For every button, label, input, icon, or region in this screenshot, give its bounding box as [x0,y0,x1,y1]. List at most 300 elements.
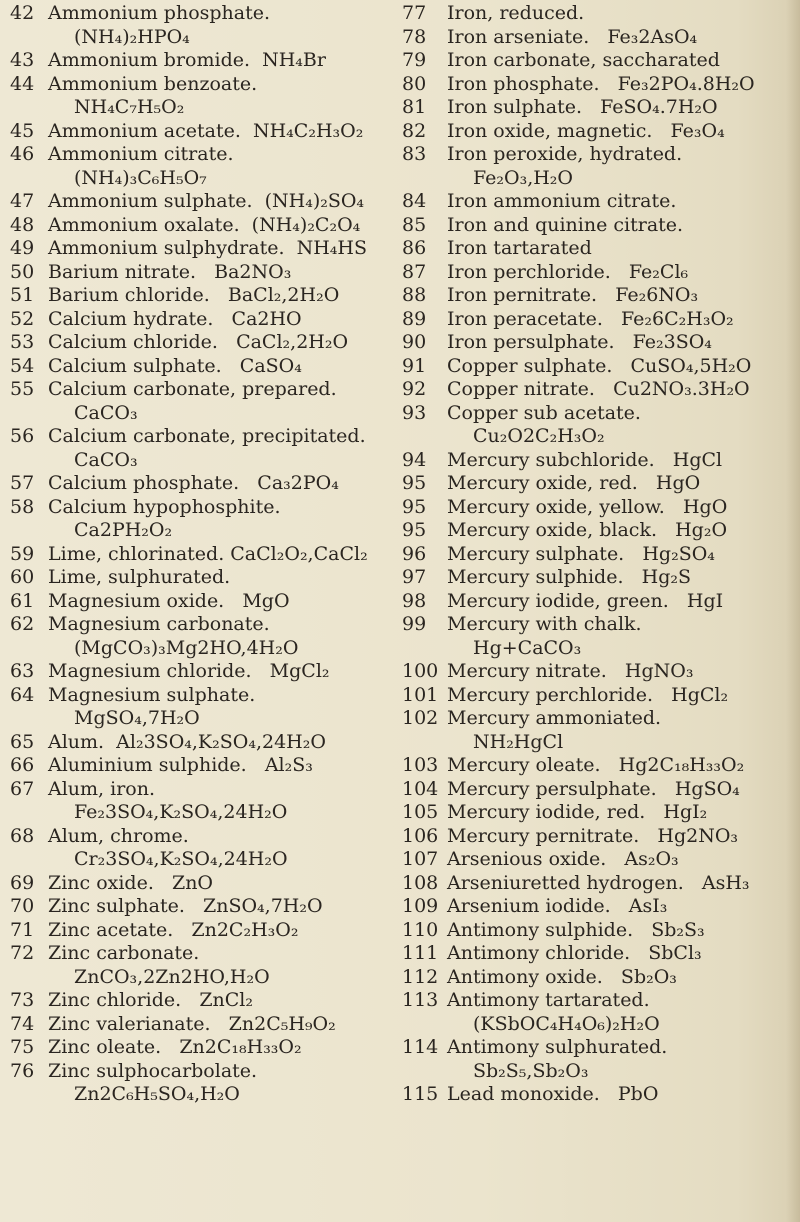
entry-number: 55 [10,378,35,400]
list-item [10,613,395,660]
list-item [10,543,395,567]
entry-text: Calcium carbonate, prepared. [48,378,337,400]
entry-number: 43 [10,49,35,71]
entry-formula: NH₂HgCl [473,730,564,753]
entry-number: 95 [402,495,427,518]
entry-row [402,613,787,637]
entry-text: Iron arseniate. Fe₃2AsO₄ [447,25,698,48]
entry-row [10,355,395,379]
entry-number: 62 [10,613,35,635]
entry-row [402,543,787,567]
entry-text: Aluminium sulphide. Al₂S₃ [48,754,313,776]
entry-text: Iron ammonium citrate. [447,190,677,212]
entry-text: Zinc valerianate. Zn2C₅H₉O₂ [48,1012,336,1035]
entry-row [402,355,787,379]
entry-number: 89 [402,307,427,330]
list-item [402,613,787,660]
entry-row [402,966,787,990]
entry-number: 68 [10,824,35,847]
entry-text: Iron peroxide, hydrated. [447,143,683,165]
entry-row [10,261,395,285]
entry-formula: Fe₂O₃,H₂O [473,166,574,189]
list-item [10,660,395,684]
entry-text: Iron pernitrate. Fe₂6NO₃ [447,284,699,306]
entry-text: Magnesium sulphate. [48,683,256,706]
entry-number: 71 [10,918,35,941]
entry-row [402,848,787,872]
list-item [402,96,787,120]
entry-row [402,402,787,426]
list-item [402,190,787,214]
list-item [10,731,395,755]
entry-number: 61 [10,589,35,612]
entry-row [402,190,787,214]
entry-row [10,872,395,896]
entry-text: Antimony tartarated. [447,989,650,1011]
list-item [402,214,787,238]
entry-number: 51 [10,284,35,306]
list-item [402,754,787,778]
entry-row [10,378,395,402]
list-item [402,472,787,496]
entry-text: Antimony sulphurated. [447,1036,668,1058]
entry-text: Mercury sulphate. Hg₂SO₄ [447,542,715,565]
entry-formula: (NH₄)₂HPO₄ [74,25,190,48]
list-item [10,778,395,825]
entry-text: Barium nitrate. Ba2NO₃ [48,260,292,283]
list-item [402,966,787,990]
entry-row [402,472,787,496]
entry-formula: Zn2C₆H₅SO₄,H₂O [74,1083,240,1105]
entry-text: Copper nitrate. Cu2NO₃.3H₂O [447,378,750,400]
entry-number: 50 [10,260,35,283]
entry-number: 101 [402,683,439,706]
entry-row [10,2,395,26]
list-item [10,496,395,543]
entry-text: Antimony sulphide. Sb₂S₃ [447,918,705,941]
list-item [402,942,787,966]
entry-number: 105 [402,801,439,823]
entry-number: 95 [402,472,427,494]
entry-text: Magnesium chloride. MgCl₂ [48,660,330,682]
entry-row [10,613,395,637]
list-item [402,590,787,614]
entry-number: 77 [402,2,427,24]
list-item [402,261,787,285]
entry-row [10,754,395,778]
entry-row [402,237,787,261]
entry-row [10,895,395,919]
entry-text: Iron perchloride. Fe₂Cl₆ [447,260,689,283]
list-item [402,2,787,26]
list-item [10,919,395,943]
entry-text: Calcium hydrate. Ca2HO [48,307,302,330]
entry-text: Barium chloride. BaCl₂,2H₂O [48,284,340,306]
entry-text: Mercury nitrate. HgNO₃ [447,660,694,682]
list-item [10,120,395,144]
entry-text: Mercury persulphate. HgSO₄ [447,777,740,800]
list-item [10,1036,395,1060]
entry-row [10,778,395,802]
entry-row [402,49,787,73]
list-item [402,402,787,449]
entry-row [402,143,787,167]
list-item [10,825,395,872]
list-item [10,190,395,214]
entry-number: 49 [10,237,35,259]
entry-row [10,919,395,943]
entry-formula: ZnCO₃,2Zn2HO,H₂O [74,965,270,988]
list-item [402,778,787,802]
entry-number: 70 [10,895,35,917]
list-item [10,355,395,379]
entry-row [402,214,787,238]
entry-formula: Ca2PH₂O₂ [74,519,173,541]
entry-row [402,566,787,590]
entry-number: 99 [402,613,427,635]
list-item [10,872,395,896]
entry-text: Lead monoxide. PbO [447,1083,659,1105]
list-item [402,989,787,1036]
entry-row [402,331,787,355]
list-item [402,49,787,73]
list-item [402,825,787,849]
entry-row [10,1060,395,1084]
entry-number: 42 [10,2,35,24]
entry-text: Calcium chloride. CaCl₂,2H₂O [48,331,349,353]
entry-row [10,989,395,1013]
list-item [10,284,395,308]
entry-number: 93 [402,401,427,424]
list-item [402,355,787,379]
entry-number: 63 [10,660,35,682]
list-item [402,848,787,872]
entry-row [10,496,395,520]
entry-text: Zinc chloride. ZnCl₂ [48,989,253,1011]
entry-number: 100 [402,660,439,682]
list-item [402,919,787,943]
entry-row [402,284,787,308]
entry-number: 48 [10,213,35,236]
entry-number: 69 [10,871,35,894]
entry-number: 86 [402,237,427,259]
entry-number: 82 [402,119,427,142]
entry-text: Iron carbonate, saccharated [447,49,720,71]
entry-number: 104 [402,777,439,800]
entry-row [402,660,787,684]
list-item [10,942,395,989]
entry-number: 108 [402,871,439,894]
entry-text: Iron persulphate. Fe₂3SO₄ [447,331,712,353]
entry-row [402,801,787,825]
entry-number: 54 [10,354,35,377]
entry-text: Iron peracetate. Fe₂6C₂H₃O₂ [447,307,734,330]
entry-formula: Cr₂3SO₄,K₂SO₄,24H₂O [74,848,288,870]
entry-number: 56 [10,425,35,447]
list-item [402,660,787,684]
entry-text: Arseniuretted hydrogen. AsH₃ [447,871,750,894]
entry-number: 72 [10,942,35,964]
list-item [402,496,787,520]
left-column [10,0,395,1107]
list-item [10,378,395,425]
entry-number: 65 [10,730,35,753]
entry-row [10,684,395,708]
entry-number: 98 [402,589,427,612]
entry-text: Zinc sulphate. ZnSO₄,7H₂O [48,895,323,917]
entry-row [402,825,787,849]
entry-row [10,590,395,614]
entry-row [402,778,787,802]
list-item [402,284,787,308]
list-item [10,331,395,355]
entry-row [402,26,787,50]
entry-number: 88 [402,284,427,306]
entry-row [402,684,787,708]
entry-text: Mercury oxide, red. HgO [447,472,701,494]
entry-number: 95 [402,519,427,541]
entry-number: 81 [402,96,427,118]
entry-row [402,378,787,402]
list-item [10,143,395,190]
entry-number: 114 [402,1036,439,1058]
entry-formula: Cu₂O2C₂H₃O₂ [473,425,605,447]
entry-text: Calcium carbonate, precipitated. [48,425,366,447]
entry-row [402,754,787,778]
entry-row [10,1036,395,1060]
entry-text: Copper sulphate. CuSO₄,5H₂O [447,354,752,377]
entry-text: Mercury subchloride. HgCl [447,448,723,471]
entry-number: 107 [402,848,439,870]
entry-text: Antimony chloride. SbCl₃ [447,942,702,964]
entry-text: Ammonium benzoate. [48,72,258,95]
entry-formula: CaCO₃ [74,401,138,424]
entry-number: 115 [402,1083,439,1105]
list-item [402,308,787,332]
entry-number: 91 [402,354,427,377]
entry-row [402,261,787,285]
entry-row [10,214,395,238]
entry-text: Zinc carbonate. [48,942,200,964]
entry-text: Mercury ammoniated. [447,707,662,729]
entry-row [10,331,395,355]
entry-number: 79 [402,49,427,71]
entry-text: Mercury oleate. Hg2C₁₈H₃₃O₂ [447,754,745,776]
entry-formula: CaCO₃ [74,448,138,471]
entry-text: Alum, chrome. [48,824,189,847]
entry-number: 111 [402,942,439,964]
list-item [402,801,787,825]
list-item [10,237,395,261]
entry-row [10,237,395,261]
entry-row [402,496,787,520]
entry-text: Mercury oxide, yellow. HgO [447,495,728,518]
page-edge-shadow [786,0,800,1222]
entry-number: 109 [402,895,439,917]
entry-text: Zinc sulphocarbolate. [48,1059,258,1082]
entry-row [402,590,787,614]
entry-text: Iron sulphate. FeSO₄.7H₂O [447,96,718,118]
list-item [402,26,787,50]
entry-number: 92 [402,378,427,400]
entry-number: 83 [402,143,427,165]
entry-number: 64 [10,683,35,706]
entry-row [402,2,787,26]
entry-number: 97 [402,566,427,588]
entry-text: Iron phosphate. Fe₃2PO₄.8H₂O [447,72,755,95]
list-item [10,472,395,496]
entry-row [402,989,787,1013]
entry-number: 46 [10,143,35,165]
entry-text: Zinc acetate. Zn2C₂H₃O₂ [48,918,299,941]
entry-row [10,120,395,144]
entry-text: Arsenious oxide. As₂O₃ [447,848,679,870]
list-item [10,566,395,590]
entry-row [402,449,787,473]
entry-number: 59 [10,542,35,565]
entry-row [402,895,787,919]
entry-text: Antimony oxide. Sb₂O₃ [447,965,677,988]
entry-row [10,942,395,966]
entry-row [10,543,395,567]
entry-number: 58 [10,495,35,518]
entry-number: 84 [402,190,427,212]
entry-number: 75 [10,1036,35,1058]
entry-row [402,707,787,731]
list-item [402,237,787,261]
entry-text: Calcium hypophosphite. [48,495,281,518]
entry-number: 78 [402,25,427,48]
entry-text: Zinc oxide. ZnO [48,871,214,894]
entry-number: 80 [402,72,427,95]
entry-row [402,120,787,144]
entry-text: Calcium phosphate. Ca₃2PO₄ [48,472,339,494]
entry-number: 57 [10,472,35,494]
list-item [402,566,787,590]
entry-number: 85 [402,213,427,236]
list-item [10,754,395,778]
entry-formula: Hg+CaCO₃ [473,636,582,659]
entry-number: 52 [10,307,35,330]
list-item [402,707,787,754]
entry-row [10,660,395,684]
entry-text: Mercury iodide, red. HgI₂ [447,801,708,823]
entry-text: Mercury iodide, green. HgI [447,589,724,612]
entry-row [10,425,395,449]
entry-number: 74 [10,1012,35,1035]
list-item [10,49,395,73]
entry-number: 96 [402,542,427,565]
entry-text: Mercury oxide, black. Hg₂O [447,519,728,541]
entry-formula: (NH₄)₃C₆H₅O₇ [74,166,207,189]
entry-text: Ammonium sulphate. (NH₄)₂SO₄ [48,190,365,212]
entry-number: 103 [402,754,439,776]
entry-row [10,566,395,590]
entry-text: Magnesium oxide. MgO [48,589,290,612]
entry-text: Mercury pernitrate. Hg2NO₃ [447,824,739,847]
entry-formula: NH₄C₇H₅O₂ [74,96,185,118]
entry-number: 110 [402,918,439,941]
entry-text: Zinc oleate. Zn2C₁₈H₃₃O₂ [48,1036,302,1058]
list-item [10,261,395,285]
entry-row [10,308,395,332]
entry-number: 76 [10,1059,35,1082]
entry-text: Copper sub acetate. [447,401,641,424]
list-item [402,895,787,919]
entry-text: Calcium sulphate. CaSO₄ [48,354,302,377]
list-item [10,214,395,238]
list-item [402,543,787,567]
entry-row [402,519,787,543]
list-item [10,308,395,332]
entry-number: 60 [10,566,35,588]
entry-row [10,49,395,73]
list-item [10,590,395,614]
list-item [10,73,395,120]
entry-text: Lime, chlorinated. CaCl₂O₂,CaCl₂ [48,542,368,565]
entry-text: Alum. Al₂3SO₄,K₂SO₄,24H₂O [48,730,326,753]
entry-row [10,731,395,755]
entry-text: Arsenium iodide. AsI₃ [447,895,668,917]
entry-number: 47 [10,190,35,212]
right-column [402,0,787,1107]
list-item [402,143,787,190]
entry-text: Ammonium citrate. [48,143,234,165]
entry-text: Ammonium phosphate. [48,2,271,24]
entry-row [402,942,787,966]
entry-number: 94 [402,448,427,471]
list-item [10,1013,395,1037]
entry-text: Iron tartarated [447,237,592,259]
entry-row [402,96,787,120]
entry-row [10,143,395,167]
list-item [402,872,787,896]
list-item [402,73,787,97]
entry-text: Ammonium acetate. NH₄C₂H₃O₂ [48,119,364,142]
list-item [10,425,395,472]
entry-row [402,308,787,332]
list-item [402,684,787,708]
entry-row [10,190,395,214]
entry-text: Ammonium sulphydrate. NH₄HS [48,237,367,259]
entry-number: 90 [402,331,427,353]
entry-number: 106 [402,824,439,847]
list-item [10,684,395,731]
entry-text: Mercury with chalk. [447,613,642,635]
entry-number: 67 [10,777,35,800]
entry-number: 45 [10,119,35,142]
list-item [402,1083,787,1107]
entry-text: Mercury sulphide. Hg₂S [447,566,691,588]
list-item [402,378,787,402]
entry-row [10,825,395,849]
entry-text: Mercury perchloride. HgCl₂ [447,683,729,706]
entry-text: Magnesium carbonate. [48,613,270,635]
list-item [402,331,787,355]
entry-formula: (KSbOC₄H₄O₆)₂H₂O [473,1012,660,1035]
entry-text: Iron and quinine citrate. [447,213,684,236]
entry-number: 87 [402,260,427,283]
entry-row [10,284,395,308]
list-item [402,1036,787,1083]
entry-row [402,1083,787,1107]
entry-formula: Sb₂S₅,Sb₂O₃ [473,1059,589,1082]
entry-formula: (MgCO₃)₃Mg2HO,4H₂O [74,636,299,659]
entry-formula: Fe₂3SO₄,K₂SO₄,24H₂O [74,801,288,823]
entry-text: Ammonium bromide. NH₄Br [48,49,326,71]
list-item [10,895,395,919]
list-item [10,2,395,49]
